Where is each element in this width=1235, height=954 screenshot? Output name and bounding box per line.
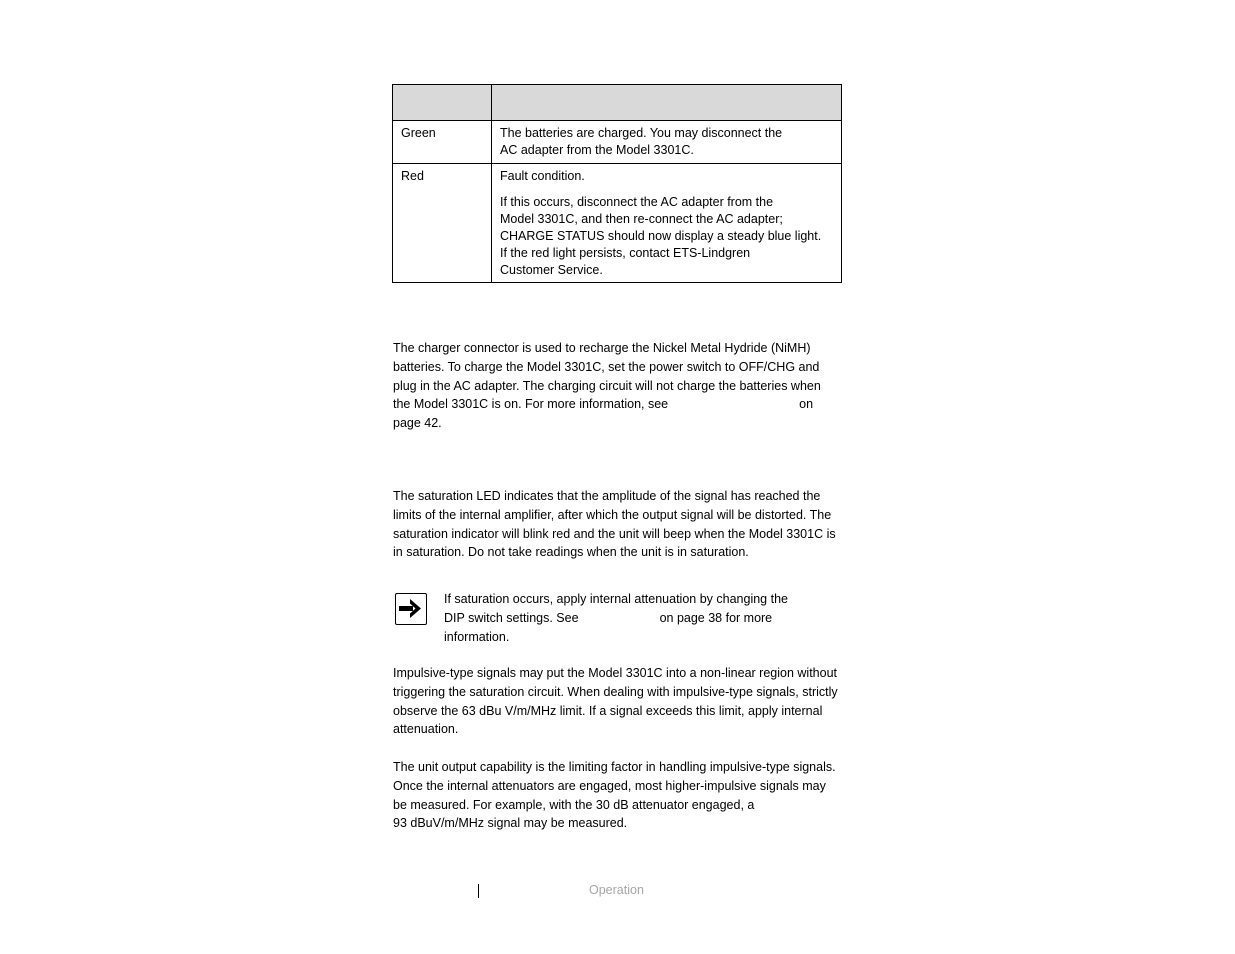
red-desc-line: If the red light persists, contact ETS-Lindgren [500,246,751,260]
green-desc-line: AC adapter from the Model 3301C. [500,143,694,157]
output-line: 93 dBuV/m/MHz signal may be measured. [393,816,628,831]
charger-page-ref: page 42. [393,416,442,431]
output-line: be measured. For example, with the 30 dB attenuator engaged, a [393,797,755,812]
charger-line: The charger connector is used to recharge the Nickel Metal Hydride (NiMH) [393,341,811,355]
footer-section-title: Operation [589,883,644,897]
table-header-row [393,85,842,121]
impulsive-line: attenuation. [393,722,459,737]
charge-status-table [392,84,842,283]
status-color-cell [393,164,492,283]
status-color-green: Green [401,126,436,140]
status-color-cell [393,121,492,164]
status-description-cell [492,164,842,283]
charger-paragraph [393,339,843,433]
charger-line: batteries. To charge the Model 3301C, set the power switch to OFF/CHG and [393,359,820,374]
table-row [393,164,842,283]
green-desc-line: The batteries are charged. You may disconnect the [500,126,783,140]
output-line: The unit output capability is the limiting factor in handling impulsive-type signals. [393,760,836,774]
note-arrow-icon [395,593,427,625]
charger-line: plug in the AC adapter. The charging circuit will not charge the batteries when [393,378,821,393]
red-desc-line: Customer Service. [500,263,603,277]
saturation-line: saturation indicator will blink red and the unit will beep when the Model 3301C is [393,526,836,541]
red-desc-line: If this occurs, disconnect the AC adapter from the [500,195,774,209]
saturation-line: limits of the internal amplifier, after which the output signal will be distorted. The [393,507,832,522]
impulsive-line: triggering the saturation circuit. When dealing with impulsive-type signals, strictly [393,684,838,699]
impulsive-line: Impulsive-type signals may put the Model 3301C into a non-linear region without [393,666,837,680]
header-cell-description [492,85,842,121]
table-row [393,121,842,164]
saturation-line: The saturation LED indicates that the amplitude of the signal has reached the [393,489,821,503]
header-cell-color [393,85,492,121]
impulsive-paragraph [393,664,843,739]
status-description-cell [492,121,842,164]
saturation-paragraph [393,487,843,562]
output-line: Once the internal attenuators are engaged, most higher-impulsive signals may [393,778,826,793]
note-line-end: on page 38 for more [659,610,773,625]
output-paragraph [393,758,843,833]
status-color-red: Red [401,169,424,183]
footer-divider [478,884,479,898]
note-line: DIP switch settings. See [444,610,579,625]
red-desc-line: Model 3301C, and then re-connect the AC adapter; [500,212,783,226]
note-line: information. [444,629,510,644]
red-desc-line: CHARGE STATUS should now display a steady blue light. [500,229,822,243]
red-fault-text: Fault condition. [500,169,585,183]
saturation-note [444,590,794,646]
charger-line-end: on [799,397,814,412]
note-line: If saturation occurs, apply internal attenuation by changing the [444,592,788,606]
saturation-line: in saturation. Do not take readings when the unit is in saturation. [393,545,749,560]
impulsive-line: observe the 63 dBu V/m/MHz limit. If a signal exceeds this limit, apply internal [393,703,823,718]
charger-line: the Model 3301C is on. For more information, see [393,397,669,412]
